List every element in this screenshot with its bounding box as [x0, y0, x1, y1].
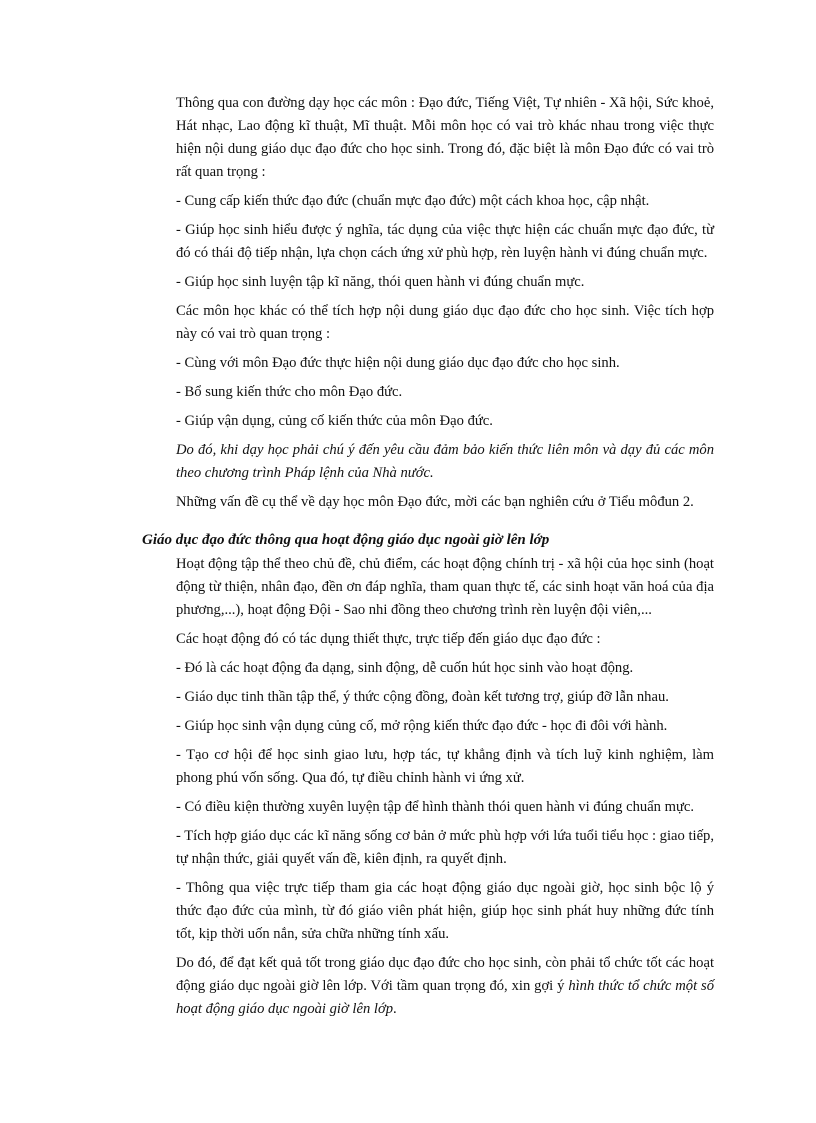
paragraph-intro: Hoạt động tập thể theo chủ đề, chủ điểm, các hoạt động chính trị - xã hội của học sinh (hoạt động từ thiện, nhân đạo, đền ơn đáp nghĩa, tham quan thực tế, các sinh hoạt văn hoá của địa phương,...), hoạt động Đội - Sao nhi đồng theo chương trình rèn luyện đội viên,... [176, 556, 714, 618]
list-item: - Có điều kiện thường xuyên luyện tập để hình thành thói quen hành vi đúng chuẩn mực. [176, 799, 695, 815]
paragraph-conclusion [176, 952, 714, 1021]
list-item: - Cung cấp kiến thức đạo đức (chuẩn mực đạo đức) một cách khoa học, cập nhật. [176, 193, 650, 209]
paragraph-intro: Thông qua con đường dạy học các môn : Đạo đức, Tiếng Việt, Tự nhiên - Xã hội, Sức khoẻ, Hát nhạc, Lao động kĩ thuật, Mĩ thuật. Mỗi môn học có vai trò khác nhau trong việc thực hiện nội dung giáo dục đạo đức cho học sinh. Trong đó, đặc biệt là môn Đạo đức có vai trò rất quan trọng : [176, 95, 714, 180]
list-item: - Đó là các hoạt động đa dạng, sinh động, dễ cuốn hút học sinh vào hoạt động. [176, 660, 634, 676]
list-item: - Giúp học sinh luyện tập kĩ năng, thói quen hành vi đúng chuẩn mực. [176, 274, 585, 290]
list-item: - Giáo dục tinh thần tập thể, ý thức cộng đồng, đoàn kết tương trợ, giúp đỡ lẫn nhau. [176, 689, 669, 705]
list-item: - Tạo cơ hội để học sinh giao lưu, hợp tác, tự khẳng định và tích luỹ kinh nghiệm, làm phong phú vốn sống. Qua đó, tự điều chỉnh hành vi ứng xử. [176, 747, 714, 786]
paragraph-closing: Những vấn đề cụ thể về dạy học môn Đạo đức, mời các bạn nghiên cứu ở Tiểu môđun 2. [176, 494, 694, 510]
list-item: - Bổ sung kiến thức cho môn Đạo đức. [176, 384, 403, 400]
section-extracurricular [176, 553, 714, 1027]
list-item: - Giúp vận dụng, củng cố kiến thức của môn Đạo đức. [176, 413, 493, 429]
paragraph-effects-intro: Các hoạt động đó có tác dụng thiết thực, trực tiếp đến giáo dục đạo đức : [176, 631, 601, 647]
italic-note: Do đó, khi dạy học phải chú ý đến yêu cầu đảm bảo kiến thức liên môn và dạy đủ các môn theo chương trình Pháp lệnh của Nhà nước. [176, 442, 714, 481]
list-item: - Giúp học sinh hiểu được ý nghĩa, tác dụng của việc thực hiện các chuẩn mực đạo đức, từ đó có thái độ tiếp nhận, lựa chọn cách ứng xử phù hợp, rèn luyện hành vi đúng chuẩn mực. [176, 222, 714, 261]
list-item: - Cùng với môn Đạo đức thực hiện nội dung giáo dục đạo đức cho học sinh. [176, 355, 620, 371]
list-item: - Thông qua việc trực tiếp tham gia các hoạt động giáo dục ngoài giờ, học sinh bộc lộ ý thức đạo đức của mình, từ đó giáo viên phát hiện, giúp học sinh phát huy những đức tính tốt, kịp thời uốn nắn, sửa chữa những tính xấu. [176, 880, 714, 942]
conclusion-end: . [393, 1001, 397, 1017]
list-item: - Giúp học sinh vận dụng củng cố, mở rộng kiến thức đạo đức - học đi đôi với hành. [176, 718, 668, 734]
section-subjects [176, 92, 714, 520]
conclusion-italic: hình thức tổ chức một số hoạt động giáo dục ngoài giờ lên lớp [176, 978, 715, 1017]
conclusion-text: Do đó, để đạt kết quả tốt trong giáo dục đạo đức cho học sinh, còn phải tổ chức tốt các hoạt động giáo dục ngoài giờ lên lớp. Với tầm quan trọng đó, xin gợi ý [176, 955, 714, 994]
list-item: - Tích hợp giáo dục các kĩ năng sống cơ bản ở mức phù hợp với lứa tuổi tiểu học : giao tiếp, tự nhận thức, giải quyết vấn đề, kiên định, ra quyết định. [176, 828, 714, 867]
section-heading: Giáo dục đạo đức thông qua hoạt động giáo dục ngoài giờ lên lớp [142, 532, 550, 548]
paragraph-integration: Các môn học khác có thể tích hợp nội dung giáo dục đạo đức cho học sinh. Việc tích hợp này có vai trò quan trọng : [176, 303, 714, 342]
